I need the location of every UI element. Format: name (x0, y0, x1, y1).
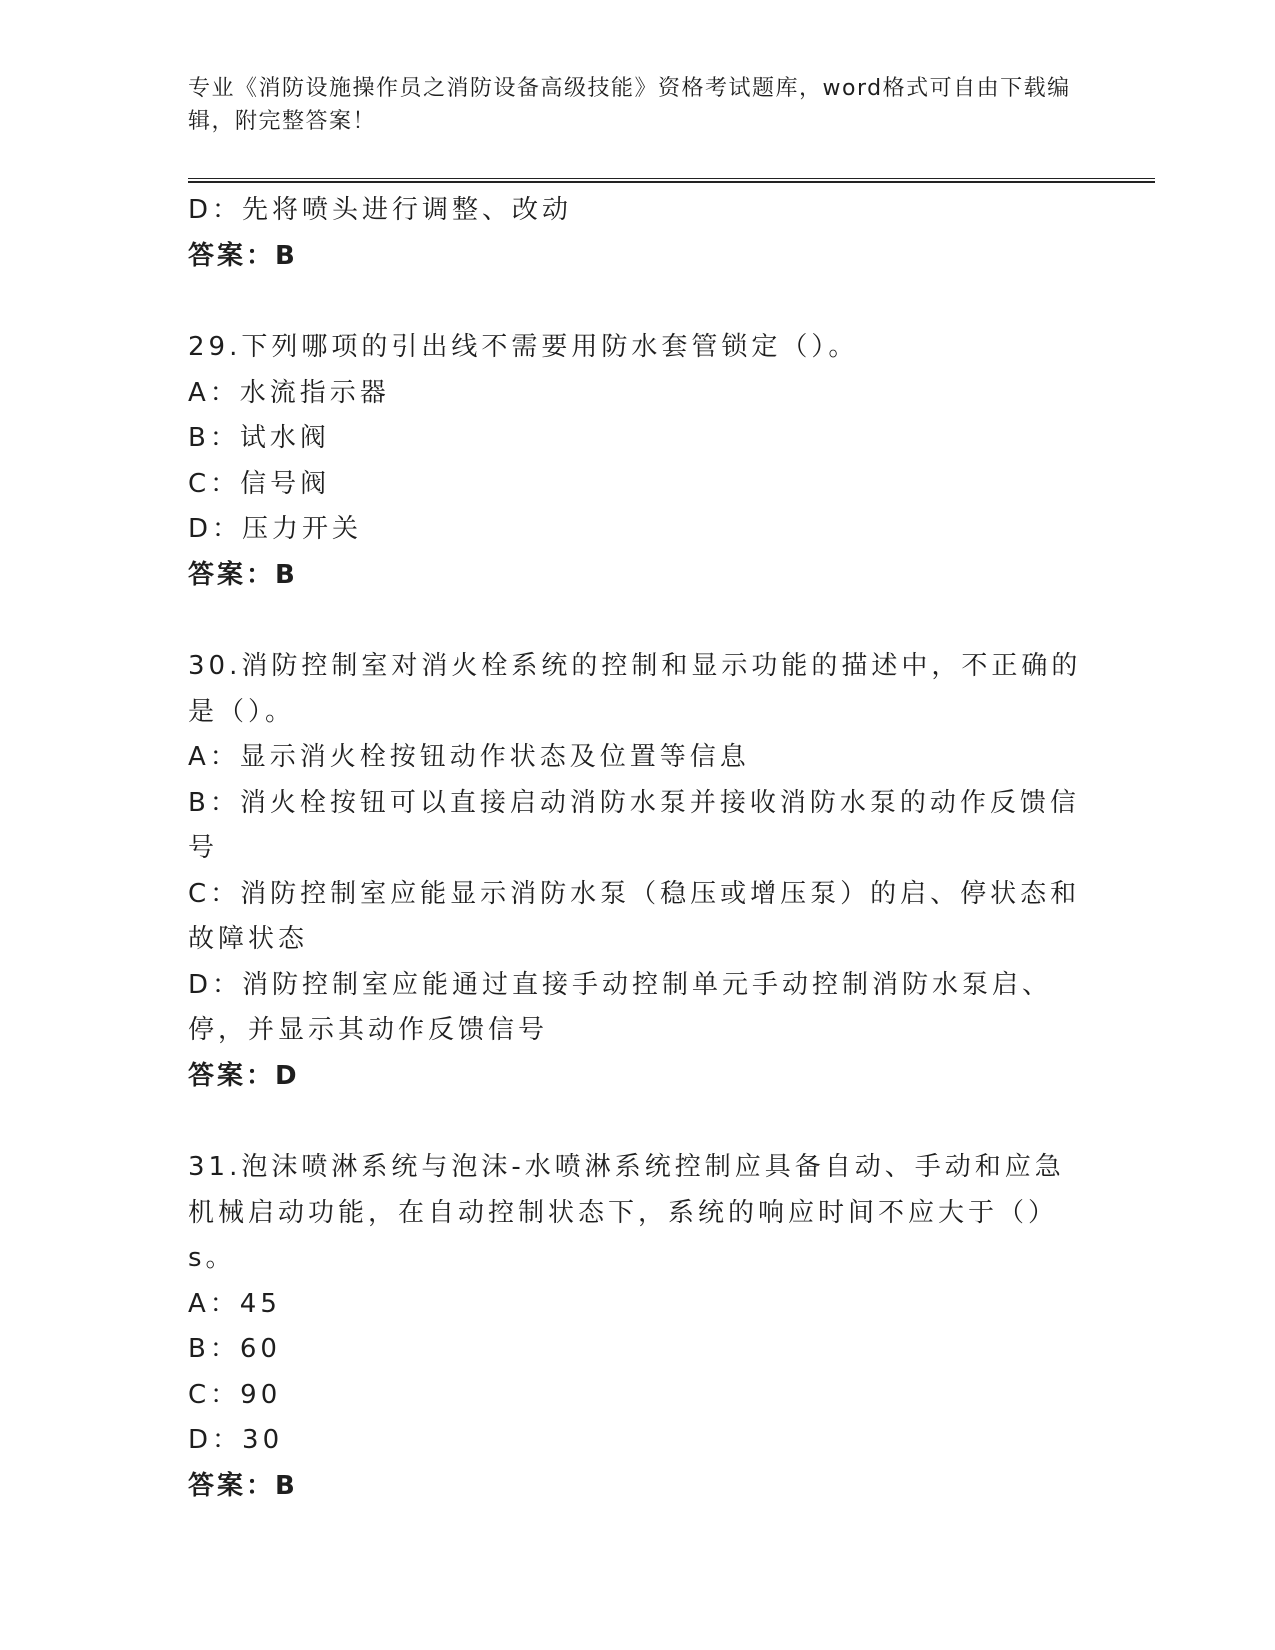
option-c: C：消防控制室应能显示消防水泵（稳压或增压泵）的启、停状态和故障状态 (188, 878, 1081, 954)
answer: 答案：D (188, 1060, 300, 1091)
document-body (188, 188, 1088, 1509)
spacer (188, 1099, 1088, 1145)
option-c: C：90 (188, 1379, 282, 1410)
header-divider (188, 178, 1155, 183)
question-stem: 29.下列哪项的引出线不需要用防水套管锁定（）。 (188, 332, 859, 362)
question-30 (188, 644, 1088, 1099)
option-c: C：信号阀 (188, 468, 331, 499)
prev-option-d: D：先将喷头进行调整、改动 (188, 195, 573, 225)
spacer (188, 279, 1088, 325)
question-stem: 31.泡沫喷淋系统与泡沫-水喷淋系统控制应具备自动、手动和应急机械启动功能，在自动控制状态下，系统的响应时间不应大于（）s。 (188, 1152, 1065, 1273)
option-a: A：45 (188, 1288, 281, 1319)
option-d: D：消防控制室应能通过直接手动控制单元手动控制消防水泵启、停，并显示其动作反馈信号 (188, 969, 1053, 1045)
option-b: B：消火栓按钮可以直接启动消防水泵并接收消防水泵的动作反馈信号 (188, 787, 1080, 863)
answer: 答案：B (188, 1470, 298, 1501)
option-b: B：60 (188, 1334, 281, 1364)
option-a: A：显示消火栓按钮动作状态及位置等信息 (188, 742, 750, 772)
answer: 答案：B (188, 559, 298, 590)
prev-answer: 答案：B (188, 240, 298, 271)
option-b: B：试水阀 (188, 423, 330, 453)
page-header: 专业《消防设施操作员之消防设备高级技能》资格考试题库，word格式可自由下载编辑，附完整答案！ (188, 76, 1071, 134)
option-a: A：水流指示器 (188, 377, 390, 408)
question-stem: 30.消防控制室对消火栓系统的控制和显示功能的描述中，不正确的是（）。 (188, 651, 1082, 727)
option-d: D：30 (188, 1425, 284, 1455)
question-29 (188, 325, 1088, 598)
question-31 (188, 1145, 1088, 1509)
spacer (188, 598, 1088, 644)
option-d: D：压力开关 (188, 514, 363, 544)
